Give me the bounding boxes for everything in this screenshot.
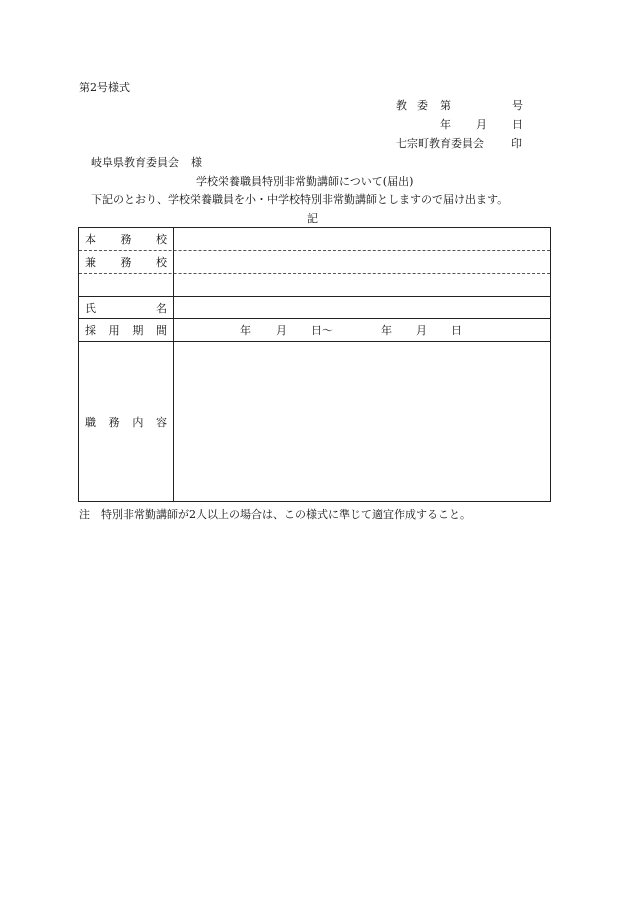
note-text: 注 特別非常勤講師が2人以上の場合は、この様式に準じて適宜作成すること。 <box>79 508 471 521</box>
form-number: 第2号様式 <box>79 81 130 94</box>
addressee <box>91 157 202 168</box>
saiyo-kikan-field[interactable] <box>174 319 550 341</box>
kenmuko-field[interactable] <box>174 251 550 273</box>
kenmuko-field-2[interactable] <box>174 274 550 296</box>
reference-dai: 第 <box>440 99 451 112</box>
shimei-field[interactable] <box>174 297 550 318</box>
document-title: 学校栄養職員特別非常勤講師について(届出) <box>196 175 414 188</box>
label-honmuko: 本 務 校 <box>85 233 167 246</box>
period-start-day: 日〜 <box>311 324 333 337</box>
addressee-name: 岐阜県教育委員会 <box>91 156 179 169</box>
form-table <box>78 227 551 502</box>
label-shimei: 氏 名 <box>85 302 167 315</box>
reference-kyo: 教 <box>396 99 407 112</box>
period-end-day: 日 <box>451 324 462 337</box>
period-end-year: 年 <box>381 324 392 337</box>
date-day: 日 <box>512 118 523 131</box>
label-shokumu-naiyo: 職 務 内 容 <box>85 416 167 429</box>
honmuko-field[interactable] <box>174 228 550 250</box>
shokumu-naiyo-field[interactable] <box>174 342 550 501</box>
period-start-year: 年 <box>240 324 251 337</box>
date-year: 年 <box>440 118 451 131</box>
label-saiyo-kikan: 採 用 期 間 <box>85 324 167 337</box>
sender-name: 七宗町教育委員会 <box>396 137 484 150</box>
date-month: 月 <box>476 118 487 131</box>
label-kenmuko: 兼 務 校 <box>85 256 167 269</box>
addressee-honorific: 様 <box>191 156 202 169</box>
seal-mark: 印 <box>511 137 522 150</box>
period-end-month: 月 <box>416 324 427 337</box>
reference-go: 号 <box>512 99 523 112</box>
intro-text: 下記のとおり、学校栄養職員を小・中学校特別非常勤講師としますので届け出ます。 <box>91 193 509 206</box>
ki-heading: 記 <box>307 212 318 225</box>
period-start-month: 月 <box>276 324 287 337</box>
reference-i: 委 <box>417 99 428 112</box>
